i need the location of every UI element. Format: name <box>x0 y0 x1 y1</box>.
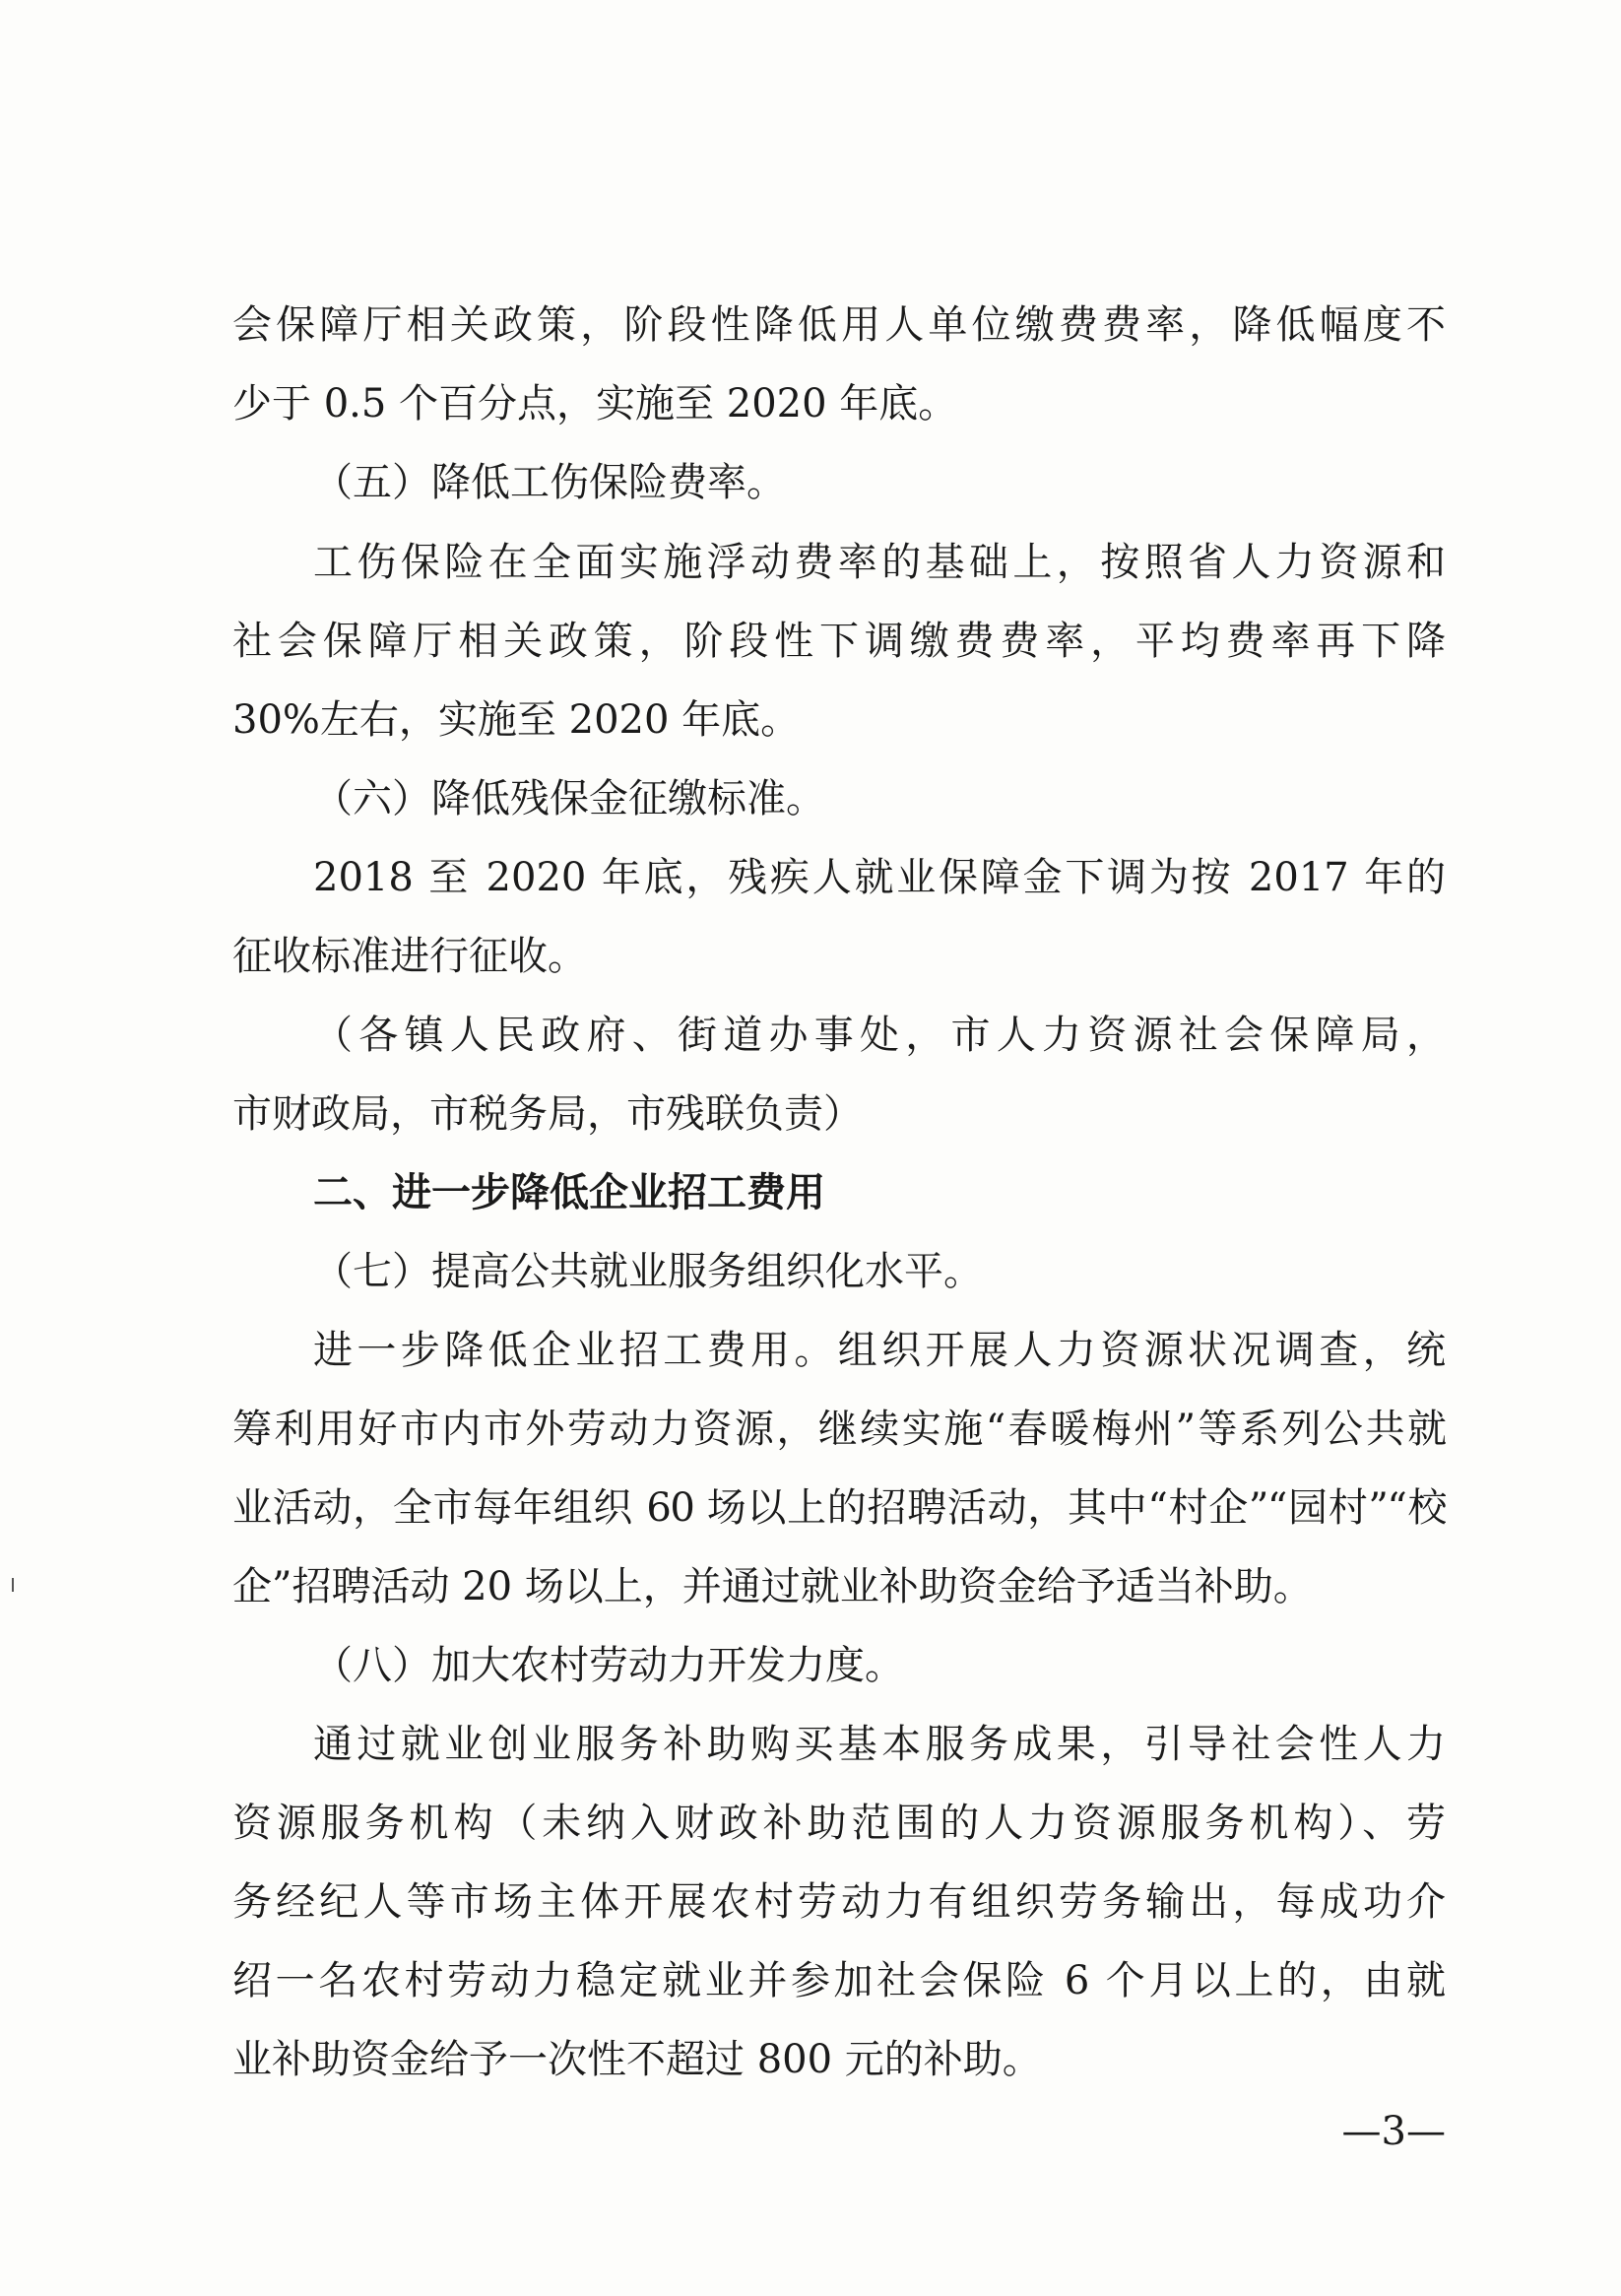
scan-margin-mark <box>12 1578 14 1592</box>
body-line: 通过就业创业服务补助购买基本服务成果，引导社会性人力 <box>313 1722 1446 1767</box>
body-line: 企”招聘活动 20 场以上，并通过就业补助资金给予适当补助。 <box>232 1564 1313 1609</box>
body-line: 业活动，全市每年组织 60 场以上的招聘活动，其中“村企”“园村”“校 <box>232 1485 1446 1531</box>
body-line: 务经纪人等市场主体开展农村劳动力有组织劳务输出，每成功介 <box>232 1879 1446 1925</box>
body-line: 2018 至 2020 年底，残疾人就业保障金下调为按 2017 年的 <box>313 855 1446 900</box>
section-heading: （七）提高公共就业服务组织化水平。 <box>313 1249 983 1294</box>
body-line: 征收标准进行征收。 <box>232 934 587 979</box>
chapter-heading: 二、进一步降低企业招工费用 <box>313 1170 825 1215</box>
page-number: —3— <box>1341 2109 1446 2154</box>
body-line: 进一步降低企业招工费用。组织开展人力资源状况调查，统 <box>313 1328 1446 1373</box>
responsibility-note: （各镇人民政府、街道办事处，市人力资源社会保障局， <box>313 1013 1446 1058</box>
body-line: 绍一名农村劳动力稳定就业并参加社会保险 6 个月以上的，由就 <box>232 1958 1446 2003</box>
section-heading: （八）加大农村劳动力开发力度。 <box>313 1643 904 1688</box>
body-line: 资源服务机构（未纳入财政补助范围的人力资源服务机构）、劳 <box>232 1801 1446 1846</box>
body-line: 业补助资金给予一次性不超过 800 元的补助。 <box>232 2037 1042 2082</box>
section-heading: （六）降低残保金征缴标准。 <box>313 776 825 821</box>
responsibility-note: 市财政局，市税务局，市残联负责） <box>232 1091 863 1137</box>
body-line: 少于 0.5 个百分点，实施至 2020 年底。 <box>232 381 958 426</box>
section-heading: （五）降低工伤保险费率。 <box>313 460 786 505</box>
body-line: 筹利用好市内市外劳动力资源，继续实施“春暖梅州”等系列公共就 <box>232 1407 1446 1452</box>
body-line: 工伤保险在全面实施浮动费率的基础上，按照省人力资源和 <box>313 540 1446 585</box>
body-line: 社会保障厅相关政策，阶段性下调缴费费率，平均费率再下降 <box>232 619 1446 664</box>
body-line: 会保障厅相关政策，阶段性降低用人单位缴费费率，降低幅度不 <box>232 302 1446 348</box>
body-line: 30%左右，实施至 2020 年底。 <box>232 697 801 743</box>
